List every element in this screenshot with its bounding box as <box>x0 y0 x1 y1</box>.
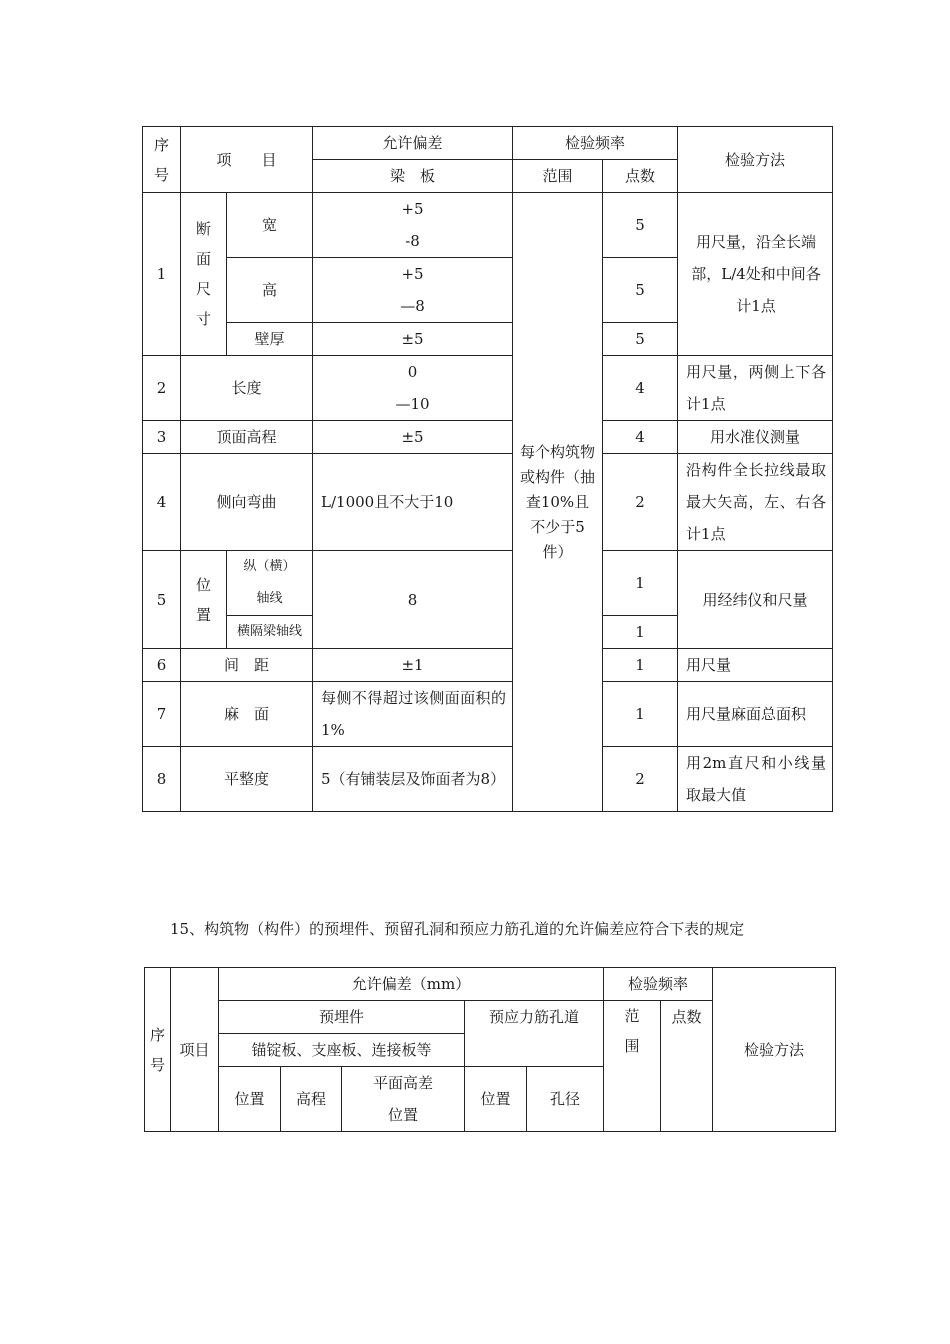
tolerance-table-2 <box>144 967 836 1132</box>
shared-range-text: 每个构筑物或构件（抽查10%且不少于5件） <box>520 442 596 561</box>
row4-name: 侧向弯曲 <box>181 454 313 551</box>
row1-method: 用尺量，沿全长端部，L/4处和中间各计1点 <box>678 193 833 356</box>
row3-points: 4 <box>603 421 678 454</box>
row6-points: 1 <box>603 649 678 682</box>
header-method: 检验方法 <box>678 127 833 193</box>
row5-tol: 8 <box>313 551 513 649</box>
t2-header-duct: 预应力筋孔道 <box>465 1001 604 1067</box>
row5-sub1: 纵（横）轴线 <box>227 551 313 616</box>
row1-wide-tol-upper: +5 <box>401 200 424 218</box>
row7-name: 麻 面 <box>181 682 313 747</box>
row2-tol-upper: 0 <box>407 363 418 381</box>
t2-header-seq: 序号 <box>145 968 171 1132</box>
row1-wide-tol-lower: -8 <box>405 232 420 250</box>
row1-high-tol <box>313 258 513 323</box>
row1-wide-points: 5 <box>603 193 678 258</box>
row5-group: 位置 <box>181 551 227 649</box>
row1-wall-points: 5 <box>603 323 678 356</box>
t2-header-range: 范围 <box>604 1001 661 1132</box>
row8-no: 8 <box>143 747 181 812</box>
row5-method: 用经纬仪和尺量 <box>678 551 833 649</box>
row8-points: 2 <box>603 747 678 812</box>
row1-wide-name: 宽 <box>227 193 313 258</box>
row8-tol: 5（有铺装层及饰面者为8） <box>313 747 513 812</box>
header-seq: 序号 <box>143 127 181 193</box>
t2-header-frequency: 检验频率 <box>604 968 713 1001</box>
row1-wide-tol <box>313 193 513 258</box>
row1-no: 1 <box>143 193 181 356</box>
row6-no: 6 <box>143 649 181 682</box>
row6-name: 间 距 <box>181 649 313 682</box>
row1-wall-name: 壁厚 <box>227 323 313 356</box>
row3-method: 用水准仪测量 <box>678 421 833 454</box>
row5-points1: 1 <box>603 551 678 616</box>
row2-points: 4 <box>603 356 678 421</box>
t2-header-item: 项目 <box>171 968 219 1132</box>
row1-high-tol-upper: +5 <box>401 265 424 283</box>
row1-group: 断面尺寸 <box>181 193 227 356</box>
row3-tol: ±5 <box>313 421 513 454</box>
t2-header-method: 检验方法 <box>713 968 836 1132</box>
row4-tol: L/1000且不大于10 <box>313 454 513 551</box>
header-points: 点数 <box>603 160 678 193</box>
row2-name: 长度 <box>181 356 313 421</box>
t2-header-embed: 预埋件 <box>219 1001 465 1034</box>
row5-points2: 1 <box>603 616 678 649</box>
header-beam-slab: 梁 板 <box>313 160 513 193</box>
row4-method: 沿构件全长拉线最取最大矢高，左、右各计1点 <box>678 454 833 551</box>
t2-header-allowance: 允许偏差（mm） <box>219 968 604 1001</box>
row2-tol <box>313 356 513 421</box>
t2-header-embed-sub: 锚锭板、支座板、连接板等 <box>219 1034 465 1067</box>
row2-method: 用尺量，两侧上下各计1点 <box>678 356 833 421</box>
section-15-paragraph: 15、构筑物（构件）的预埋件、预留孔洞和预应力筋孔道的允许偏差应符合下表的规定 <box>170 920 745 938</box>
row1-high-name: 高 <box>227 258 313 323</box>
header-range: 范围 <box>513 160 603 193</box>
t2-header-position: 位置 <box>219 1067 281 1132</box>
row6-tol: ±1 <box>313 649 513 682</box>
row2-no: 2 <box>143 356 181 421</box>
row7-method: 用尺量麻面总面积 <box>678 682 833 747</box>
row7-no: 7 <box>143 682 181 747</box>
t2-header-plane-diff: 平面高差位置 <box>342 1067 465 1132</box>
row6-method: 用尺量 <box>678 649 833 682</box>
t2-header-elevation: 高程 <box>281 1067 342 1132</box>
row1-high-points: 5 <box>603 258 678 323</box>
row1-high-tol-lower: —8 <box>400 297 425 315</box>
row7-points: 1 <box>603 682 678 747</box>
t2-header-points: 点数 <box>661 1001 713 1132</box>
t2-header-bore: 孔径 <box>527 1067 604 1132</box>
row5-sub2: 横隔梁轴线 <box>227 616 313 649</box>
row4-no: 4 <box>143 454 181 551</box>
header-frequency: 检验频率 <box>513 127 678 160</box>
row2-tol-lower: —10 <box>395 395 430 413</box>
row3-name: 顶面高程 <box>181 421 313 454</box>
header-allowance: 允许偏差 <box>313 127 513 160</box>
tolerance-table-1 <box>142 126 833 812</box>
row3-no: 3 <box>143 421 181 454</box>
row8-name: 平整度 <box>181 747 313 812</box>
row1-wall-tol: ±5 <box>313 323 513 356</box>
row5-no: 5 <box>143 551 181 649</box>
shared-range-cell <box>513 193 603 812</box>
row7-tol: 每侧不得超过该侧面面积的1% <box>313 682 513 747</box>
row4-points: 2 <box>603 454 678 551</box>
row8-method: 用2m直尺和小线量取最大值 <box>678 747 833 812</box>
t2-header-duct-position: 位置 <box>465 1067 527 1132</box>
header-item: 项 目 <box>181 127 313 193</box>
